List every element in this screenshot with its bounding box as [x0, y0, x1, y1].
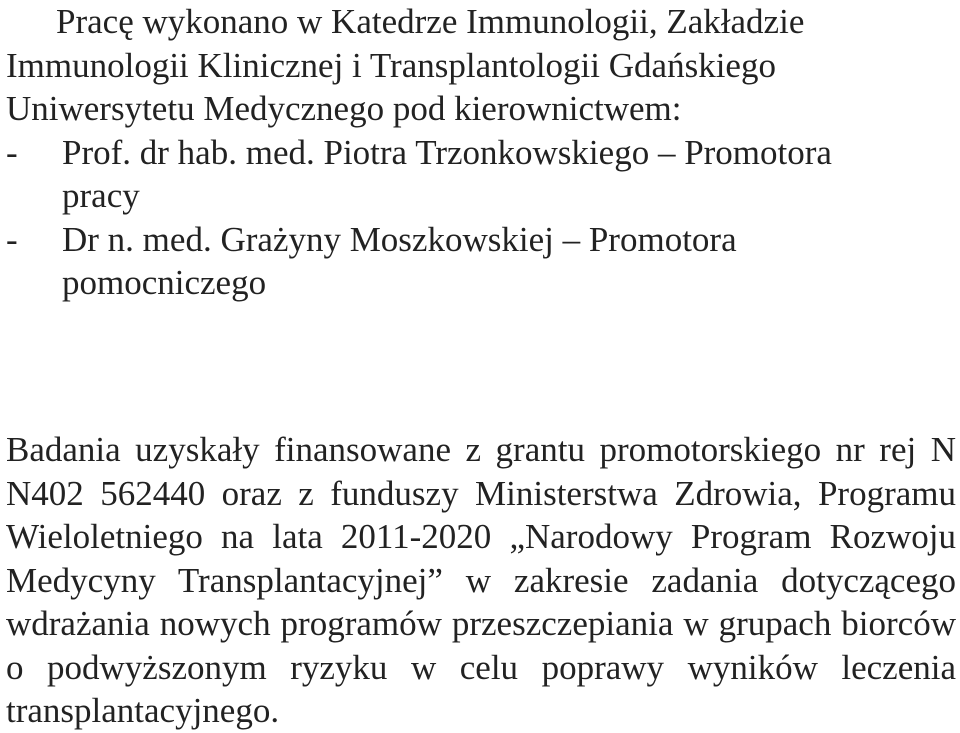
- supervisor-item-promotor: [6, 131, 892, 218]
- list-dash: -: [6, 219, 18, 259]
- funding-paragraph: Badania uzyskały finansowane z grantu promotorskiego nr rej N N402 562440 oraz z funduszy Ministerstwa Zdrowia, Programu Wieloletniego na lata 2011-2020 „Narodowy Program Rozwoju Medycyny Transplantacyjnej” w zakresie zadania dotyczącego wdrażania nowych programów przeszczepiania w grupach biorców o podwyższonym ryzyku w celu poprawy wyników leczenia transplantacyjnego.: [6, 430, 956, 730]
- intro-line-2: Immunologii Klinicznej i Transplantologii Gdańskiego: [6, 45, 776, 85]
- intro-line-1: Pracę wykonano w Katedrze Immunologii, Zakładzie: [56, 2, 805, 41]
- supervisor-text: Dr n. med. Grażyny Moszkowskiej – Promotora pomocniczego: [62, 219, 737, 302]
- supervisor-list: [6, 131, 956, 305]
- supervisor-item-auxiliary-promotor: [6, 218, 892, 305]
- acknowledgement-section: [6, 0, 956, 305]
- list-dash: -: [6, 132, 18, 172]
- intro-line-3: Uniwersytetu Medycznego pod kierownictwem:: [6, 89, 682, 128]
- supervisor-text: Prof. dr hab. med. Piotra Trzonkowskiego – Promotora pracy: [62, 132, 832, 215]
